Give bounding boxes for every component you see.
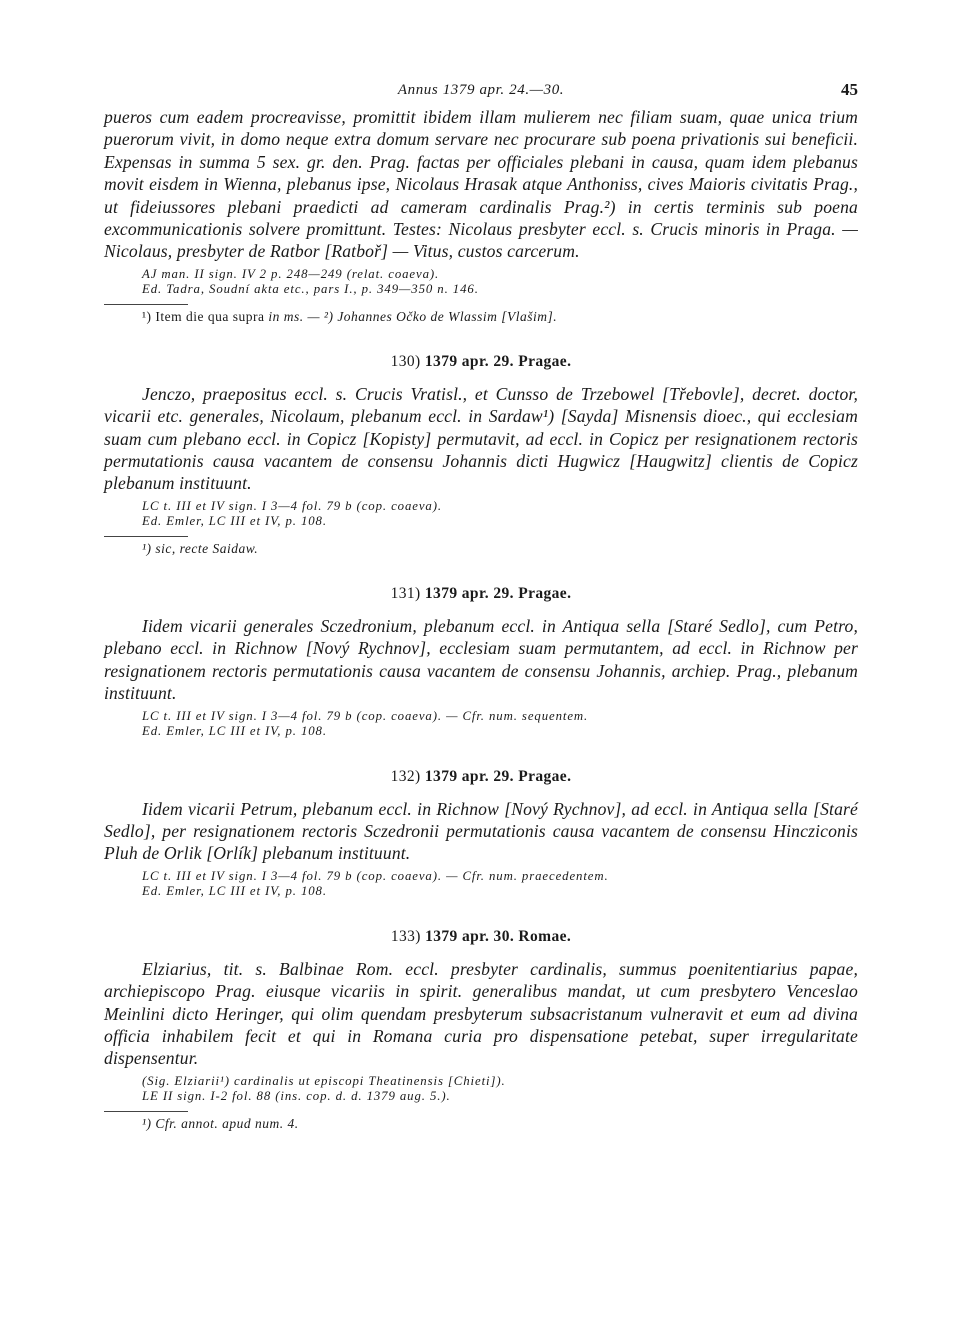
entry-131 xyxy=(104,585,858,740)
entry-text: Elziarius, tit. s. Balbinae Rom. eccl. presbyter cardinalis, summus poenitentiarius papae, archiepiscopo Prag. eiusque vicariis in spirit. generalibus mandat, ut cum presbytero Venceslao Meinlini dicto Heringer, qui olim quendam presbyterum subsacristanum vulneravit et eum ad divina officia inhabilem fecit et qui in Romana curia pro dispensatione petebat, super irregularitate dispensentur. xyxy=(104,958,858,1069)
entry-sources xyxy=(142,709,858,740)
document-page xyxy=(104,76,858,1132)
entry-133 xyxy=(104,928,858,1132)
page-number: 45 xyxy=(841,80,858,99)
entry-heading xyxy=(104,768,858,786)
source-line: Ed. Emler, LC III et IV, p. 108. xyxy=(142,514,327,529)
entry-text: Iidem vicarii generales Sczedronium, plebanum eccl. in Antiqua sella [Staré Sedlo], cum Petro, plebano eccl. in Richnow [Nový Rychnov], ecclesiam suam permutantem, ad eccl. in Richnow per resignationem rectoris permutationis causa vacantem de consensu Johannis, archiep. Prag., plebanum instituunt. xyxy=(104,615,858,704)
footnote-rule xyxy=(104,304,188,305)
entry-130 xyxy=(104,353,858,557)
continuation-sources xyxy=(142,267,858,298)
source-line: AJ man. II sign. IV 2 p. 248—249 (relat. coaeva). xyxy=(142,266,440,281)
entry-date-place: 1379 apr. 29. Pragae. xyxy=(424,767,572,785)
source-line: LC t. III et IV sign. I 3—4 fol. 79 b (cop. coaeva). — Cfr. num. sequentem. xyxy=(142,708,589,723)
source-line: Ed. Tadra, Soudní akta etc., pars I., p. 349—350 n. 146. xyxy=(142,282,479,297)
entry-number: 131) xyxy=(390,584,421,602)
entry-text: Jenczo, praepositus eccl. s. Crucis Vratisl., et Cunsso de Trzebowel [Třebovle], decret. doctor, vicarii etc. generales, Nicolaum, plebanum eccl. in Sardaw¹) [Sayda] Misnensis dioec., qui ecclesiam suam cum plebano eccl. in Copicz [Kopisty] permutavit, ad eccl. in Copicz per resignationem rectoris permutationis causa vacantem de consensu Johannis dicti Hugwicz [Haugwitz] clientis de Copicz plebanum instituunt. xyxy=(104,383,858,494)
entry-heading xyxy=(104,928,858,946)
entry-heading xyxy=(104,585,858,603)
source-line: LE II sign. I-2 fol. 88 (ins. cop. d. d. 1379 aug. 5.). xyxy=(142,1089,451,1104)
entry-sources xyxy=(142,499,858,530)
continuation-text: pueros cum eadem procreavisse, promittit ibidem illam mulierem nec filiam suam, quae unica trium puerorum vivit, in domo neque extra domum servare nec procurare sub poena privationis sui beneficii. Expensas in summa 5 sex. gr. den. Prag. factas per officiales plebani in causa, quam idem plebanus movit eisdem in Wienna, plebanus ipse, Nicolaus Hrasak atque Anthoniss, cives Maioris civitatis Prag., ut fideiussores plebani praedicti ad cameram cardinalis Prag.²) in certis terminis sub poena excommunicationis solvere promittunt. Testes: Nicolaus presbyter eccl. s. Crucis minoris in Praga. — Nicolaus, presbyter de Ratbor [Ratboř] — Vitus, custos carcerum. xyxy=(104,107,858,262)
entry-text: Iidem vicarii Petrum, plebanum eccl. in Richnow [Nový Rychnov], ad eccl. in Antiqua sella [Staré Sedlo], per resignationem rectoris Sczedronii permutationis causa vacantem de consensu Hincziconis Pluh de Orlik [Orlík] plebanum instituunt. xyxy=(104,798,858,864)
footnote-rule xyxy=(104,536,188,537)
entry-sources xyxy=(142,1074,858,1105)
entry-date-place: 1379 apr. 29. Pragae. xyxy=(424,584,572,602)
entry-footnote: ¹) sic, recte Saidaw. xyxy=(142,540,259,556)
entry-date-place: 1379 apr. 30. Romae. xyxy=(425,927,572,945)
continuation-footnote xyxy=(142,309,858,325)
entry-heading xyxy=(104,353,858,371)
entry-number: 130) xyxy=(390,352,421,370)
footnote-plain: ¹) Item die qua supra xyxy=(142,308,269,324)
entry-132 xyxy=(104,768,858,900)
entry-footnote: ¹) Cfr. annot. apud num. 4. xyxy=(142,1115,299,1131)
source-line: Ed. Emler, LC III et IV, p. 108. xyxy=(142,724,327,738)
entry-number: 132) xyxy=(390,767,421,785)
source-line: LC t. III et IV sign. I 3—4 fol. 79 b (cop. coaeva). xyxy=(142,498,442,513)
source-line: (Sig. Elziarii¹) cardinalis ut episcopi Theatinensis [Chieti]). xyxy=(142,1073,506,1088)
footnote-rule xyxy=(104,1111,188,1112)
footnote-italic: in ms. — ²) Johannes Očko de Wlassim [Vlašim]. xyxy=(268,308,558,324)
source-line: Ed. Emler, LC III et IV, p. 108. xyxy=(142,884,327,899)
entry-number: 133) xyxy=(390,927,421,945)
entry-date-place: 1379 apr. 29. Pragae. xyxy=(424,352,572,370)
entry-sources xyxy=(142,869,858,900)
running-title: Annus 1379 apr. 24.—30. xyxy=(397,82,565,98)
page-header xyxy=(104,76,858,106)
source-line: LC t. III et IV sign. I 3—4 fol. 79 b (cop. coaeva). — Cfr. num. praecedentem. xyxy=(142,868,609,883)
